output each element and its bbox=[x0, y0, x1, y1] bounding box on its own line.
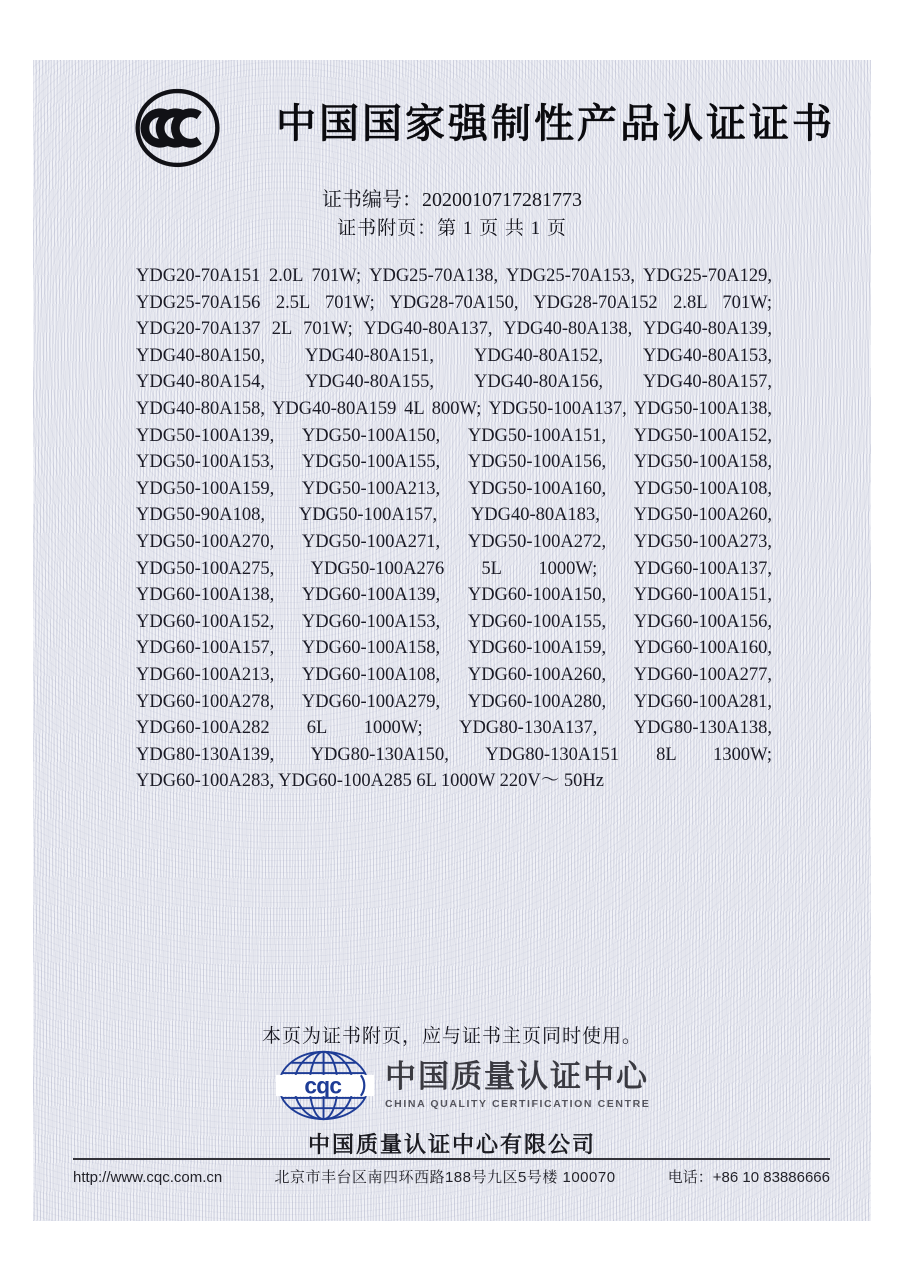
footer-divider bbox=[73, 1158, 830, 1160]
contact-row bbox=[73, 1166, 830, 1187]
model-line-12: YDG50-100A275, YDG50-100A276 5L 1000W; YDG60-100A137, bbox=[136, 558, 772, 579]
website-url: http://www.cqc.com.cn bbox=[73, 1169, 223, 1186]
ccc-mark-icon bbox=[134, 87, 221, 169]
model-line-4: YDG40-80A150, YDG40-80A151, YDG40-80A152, YDG40-80A153, bbox=[136, 345, 772, 366]
model-line-11: YDG50-100A270, YDG50-100A271, YDG50-100A272, YDG50-100A273, bbox=[136, 531, 772, 552]
model-line-16: YDG60-100A213, YDG60-100A108, YDG60-100A260, YDG60-100A277, bbox=[136, 664, 772, 685]
phone-number: 电话：+86 10 83886666 bbox=[667, 1169, 830, 1186]
model-line-19: YDG80-130A139, YDG80-130A150, YDG80-130A151 8L 1300W; bbox=[136, 744, 772, 765]
model-line-10: YDG50-90A108, YDG50-100A157, YDG40-80A183, YDG50-100A260, bbox=[136, 505, 772, 526]
model-line-20: YDG60-100A283, YDG60-100A285 6L 1000W 220V～ 50Hz bbox=[136, 771, 604, 792]
model-line-14: YDG60-100A152, YDG60-100A153, YDG60-100A155, YDG60-100A156, bbox=[136, 611, 772, 632]
model-line-13: YDG60-100A138, YDG60-100A139, YDG60-100A150, YDG60-100A151, bbox=[136, 585, 772, 606]
svg-text:cqc: cqc bbox=[304, 1072, 342, 1099]
model-line-9: YDG50-100A159, YDG50-100A213, YDG50-100A160, YDG50-100A108, bbox=[136, 478, 772, 499]
model-line-3: YDG20-70A137 2L 701W; YDG40-80A137, YDG40-80A138, YDG40-80A139, bbox=[136, 319, 772, 340]
company-address: 北京市丰台区南四环西路188号九区5号楼 100070 bbox=[274, 1169, 616, 1186]
model-line-17: YDG60-100A278, YDG60-100A279, YDG60-100A280, YDG60-100A281, bbox=[136, 691, 772, 712]
certificate-page bbox=[33, 60, 871, 1221]
certificate-number: 证书编号：2020010717281773 bbox=[322, 189, 582, 211]
cqc-name-en: CHINA QUALITY CERTIFICATION CENTRE bbox=[385, 1098, 651, 1111]
certificate-page-info: 证书附页：第 1 页 共 1 页 bbox=[337, 218, 567, 239]
company-name: 中国质量认证中心有限公司 bbox=[307, 1132, 596, 1157]
model-line-8: YDG50-100A153, YDG50-100A155, YDG50-100A156, YDG50-100A158, bbox=[136, 452, 772, 473]
cqc-globe-icon bbox=[276, 1047, 374, 1124]
certificate-title: 中国国家强制性产品认证证书 bbox=[276, 102, 835, 146]
cqc-wordmark bbox=[385, 1060, 650, 1110]
model-line-1: YDG20-70A151 2.0L 701W; YDG25-70A138, YDG25-70A153, YDG25-70A129, bbox=[136, 266, 772, 286]
model-line-2: YDG25-70A156 2.5L 701W; YDG28-70A150, YDG28-70A152 2.8L 701W; bbox=[136, 292, 772, 313]
model-line-15: YDG60-100A157, YDG60-100A158, YDG60-100A159, YDG60-100A160, bbox=[136, 638, 772, 659]
model-line-7: YDG50-100A139, YDG50-100A150, YDG50-100A151, YDG50-100A152, bbox=[136, 425, 772, 446]
model-line-6: YDG40-80A158, YDG40-80A159 4L 800W; YDG50-100A137, YDG50-100A138, bbox=[136, 398, 772, 419]
model-line-5: YDG40-80A154, YDG40-80A155, YDG40-80A156, YDG40-80A157, bbox=[136, 372, 772, 393]
model-list bbox=[136, 263, 772, 795]
attachment-note: 本页为证书附页，应与证书主页同时使用。 bbox=[261, 1026, 642, 1047]
model-line-18: YDG60-100A282 6L 1000W; YDG80-130A137, YDG80-130A138, bbox=[136, 718, 772, 739]
cqc-name-cn: 中国质量认证中心 bbox=[385, 1059, 649, 1094]
